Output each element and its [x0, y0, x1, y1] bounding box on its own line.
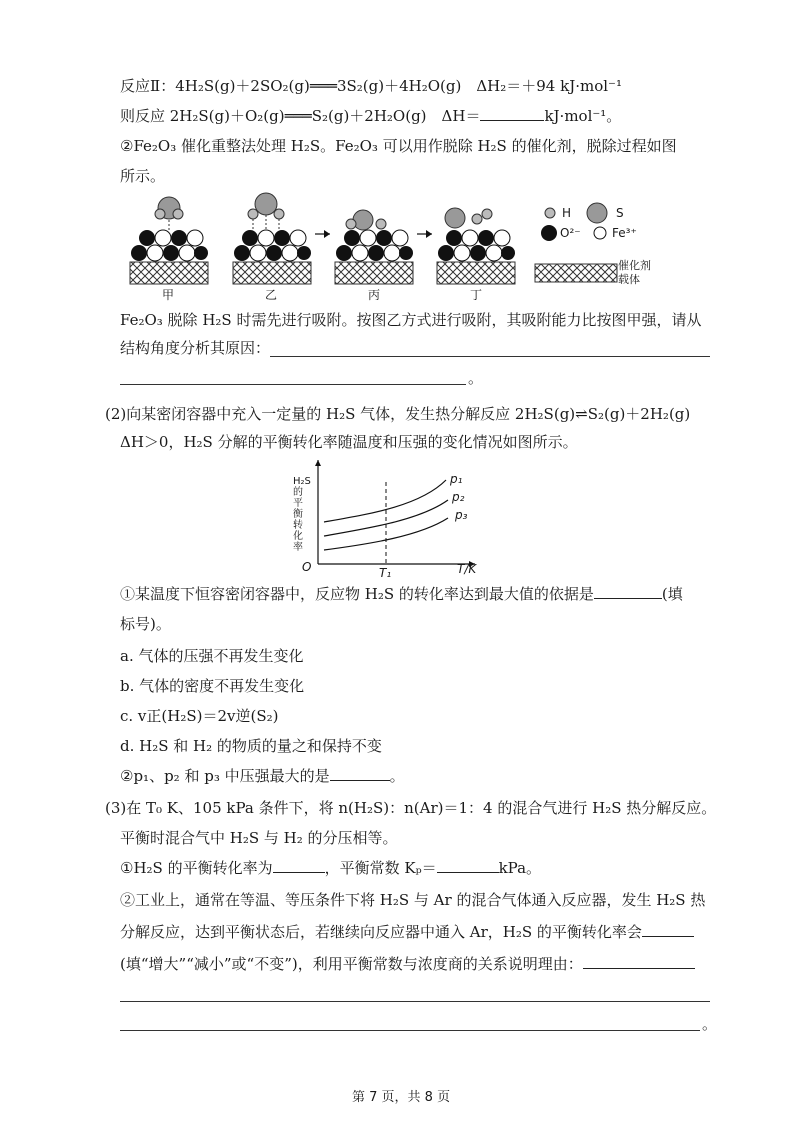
option-a: a. 气体的压强不再发生变化	[120, 647, 304, 665]
part3-intro-cont: 平衡时混合气中 H₂S 与 H₂ 的分压相等。	[120, 829, 398, 847]
reason-answer-line-2[interactable]	[120, 1030, 700, 1031]
max-conversion-blank[interactable]	[594, 598, 662, 599]
iron-ion-icon	[594, 227, 606, 239]
adsorption-answer-line-1[interactable]	[270, 356, 710, 357]
part2-question-2-end: 。	[389, 767, 405, 785]
part2-question-2-text: ②p₁、p₂ 和 p₃ 中压强最大的是	[120, 767, 330, 785]
part2-question-1-text: ①某温度下恒容密闭容器中，反应物 H₂S 的转化率达到最大值的依据是	[120, 585, 594, 603]
chart-t1: T₁	[379, 566, 392, 580]
option-b: b. 气体的密度不再发生变化	[120, 677, 305, 695]
chart-x-label: T/K	[457, 562, 477, 576]
h-atom-icon	[545, 208, 555, 218]
reason-answer-line-1[interactable]	[120, 1001, 710, 1002]
legend-h: H	[562, 206, 572, 220]
overall-reaction-unit: kJ·mol⁻¹。	[544, 107, 622, 125]
label-bing: 丙	[368, 288, 381, 302]
chart-origin: O	[302, 560, 312, 574]
part2-question-1	[120, 584, 683, 604]
question-fe2o3-cont: 所示。	[120, 167, 166, 185]
trend-blank[interactable]	[642, 936, 694, 937]
part3-question-2-reason	[120, 954, 695, 974]
option-c: c. v正(H₂S)＝2v逆(S₂)	[120, 707, 279, 725]
part2-intro-cont: ΔH＞0，H₂S 分解的平衡转化率随温度和压强的变化情况如图所示。	[120, 433, 578, 451]
legend-carrier: 催化剂载体	[618, 259, 651, 286]
chart-p2-label: p₂	[452, 490, 465, 504]
part3-question-1-unit: kPa。	[498, 859, 542, 877]
label-yi: 乙	[265, 288, 278, 302]
reason-blank-inline[interactable]	[583, 968, 695, 969]
part3-question-2-cont-text: 分解反应，达到平衡状态后，若继续向反应器中通入 Ar，H₂S 的平衡转化率会	[120, 923, 642, 941]
part3-question-1-text: ①H₂S 的平衡转化率为	[120, 859, 273, 877]
label-ding: 丁	[470, 288, 483, 302]
part3-intro: (3)在 T₀ K、105 kPa 条件下，将 n(H₂S)：n(Ar)＝1：4 的混合气进行 H₂S 热分解反应。	[105, 799, 717, 817]
chart-p3-label: p₃	[455, 508, 468, 522]
adsorption-question-cont: 结构角度分析其原因：	[120, 339, 271, 357]
legend-s: S	[616, 206, 624, 220]
part3-question-2: ②工业上，通常在等温、等压条件下将 H₂S 与 Ar 的混合气体通入反应器，发生 H₂S 热	[120, 891, 706, 909]
part3-question-1	[120, 858, 541, 878]
reason-period: 。	[702, 1015, 718, 1033]
question-fe2o3: ②Fe₂O₃ 催化重整法处理 H₂S。Fe₂O₃ 可以用作脱除 H₂S 的催化剂，脱除过程如图	[120, 137, 677, 155]
panel-jia	[130, 197, 208, 284]
reaction-2: 反应Ⅱ：4H₂S(g)＋2SO₂(g)═══3S₂(g)＋4H₂O(g) ΔH₂＝＋94 kJ·mol⁻¹	[120, 77, 622, 95]
option-d: d. H₂S 和 H₂ 的物质的量之和保持不变	[120, 737, 382, 755]
panel-ding	[437, 208, 515, 284]
part3-question-2-cont	[120, 922, 694, 942]
panel-yi	[233, 193, 311, 284]
kp-blank[interactable]	[437, 872, 499, 873]
delta-h-blank[interactable]	[480, 120, 544, 121]
legend-iron: Fe³⁺	[612, 226, 637, 240]
panel-bing	[335, 210, 413, 284]
label-jia: 甲	[162, 288, 175, 302]
max-pressure-blank[interactable]	[330, 780, 390, 781]
part3-question-2-reason-text: (填“增大”“减小”或“不变”)，利用平衡常数与浓度商的关系说明理由：	[120, 955, 583, 973]
part2-intro: (2)向某密闭容器中充入一定量的 H₂S 气体，发生热分解反应 2H₂S(g)⇌S₂(g)＋2H₂(g)	[105, 405, 691, 423]
diagram-legend	[535, 203, 617, 282]
overall-reaction	[120, 106, 621, 126]
adsorption-question: Fe₂O₃ 脱除 H₂S 时需先进行吸附。按图乙方式进行吸附，其吸附能力比按图甲强，请从	[120, 311, 702, 329]
catalyst-adsorption-diagram	[125, 192, 685, 304]
curve-p1	[324, 480, 446, 522]
part2-question-2	[120, 766, 405, 786]
y-axis-arrow-icon	[315, 460, 321, 466]
legend-oxide: O²⁻	[560, 226, 581, 240]
conversion-rate-blank[interactable]	[273, 872, 325, 873]
chart-y-label: H₂S的平衡转化率	[293, 476, 311, 553]
part3-question-1-mid: ，平衡常数 Kₚ＝	[324, 859, 437, 877]
adsorption-period: 。	[468, 369, 484, 387]
part2-question-1-cont: 标号)。	[120, 615, 171, 633]
adsorption-answer-line-2[interactable]	[120, 384, 466, 385]
page-footer: 第 7 页，共 8 页	[352, 1090, 451, 1105]
carrier-legend-swatch	[535, 264, 617, 282]
part2-question-1-end: (填	[661, 585, 683, 603]
s-atom-icon	[587, 203, 607, 223]
overall-reaction-text: 则反应 2H₂S(g)＋O₂(g)═══S₂(g)＋2H₂O(g) ΔH＝	[120, 107, 481, 125]
chart-p1-label: p₁	[450, 472, 463, 486]
oxide-ion-icon	[541, 225, 557, 241]
